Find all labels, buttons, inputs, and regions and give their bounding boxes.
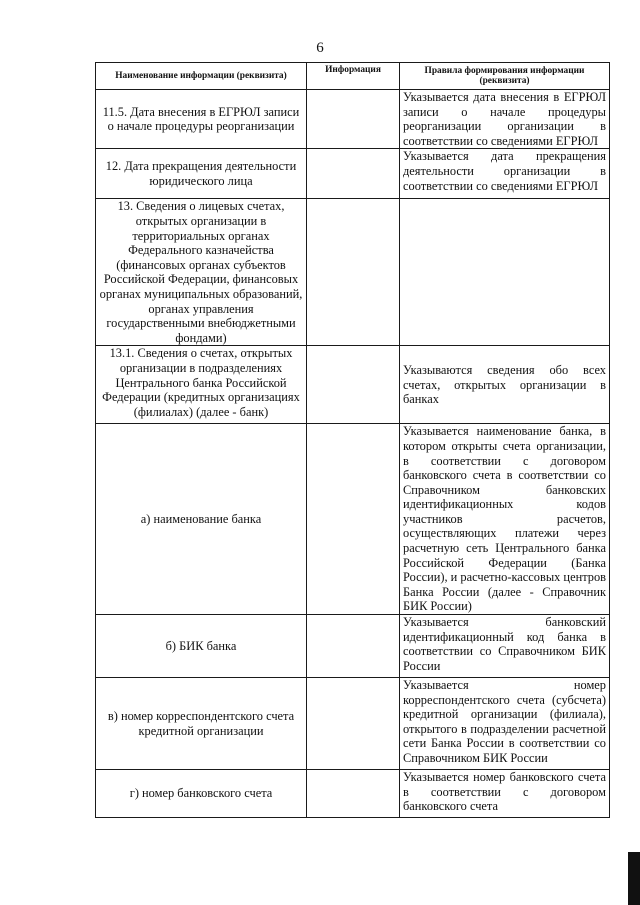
row-name-cell: в) номер корреспондентского счета кредитной организации [96,678,307,770]
row-rule-cell: Указывается дата внесения в ЕГРЮЛ записи о начале процедуры реорганизации организации в соответствии со сведениями ЕГРЮЛ [400,90,610,149]
table-row [96,346,610,424]
row-info-cell [307,90,400,149]
table-row [96,90,610,149]
table-row [96,424,610,615]
row-rule-cell: Указываются сведения обо всех счетах, открытых организации в банках [400,346,610,424]
row-info-cell [307,770,400,818]
header-rules: Правила формирования информации (реквизита) [400,63,610,90]
table-row [96,770,610,818]
row-info-cell [307,346,400,424]
table-row [96,199,610,346]
page-number: 6 [316,40,324,56]
row-info-cell [307,424,400,615]
scan-edge-shadow [628,852,640,905]
table-header-row [96,63,610,90]
row-info-cell [307,149,400,199]
row-name-cell: 11.5. Дата внесения в ЕГРЮЛ записи о начале процедуры реорганизации [96,90,307,149]
row-info-cell [307,615,400,678]
table-row [96,615,610,678]
header-name: Наименование информации (реквизита) [96,63,307,90]
row-rule-cell: Указывается номер банковского счета в соответствии с договором банковского счета [400,770,610,818]
row-rule-cell: Указывается дата прекращения деятельности организации в соответствии со сведениями ЕГРЮЛ [400,149,610,199]
row-name-cell: 13.1. Сведения о счетах, открытых организации в подразделениях Центрального банка Российской Федерации (кредитных организациях (филиалах) (далее - банк) [96,346,307,424]
row-info-cell [307,199,400,346]
requisites-table [95,62,610,818]
row-rule-cell: Указывается номер корреспондентского счета (субсчета) кредитной организации (филиала), открытого в подразделении расчетной сети Банка России в соответствии со Справочником БИК России [400,678,610,770]
row-rule-cell: Указывается наименование банка, в котором открыты счета организации, в соответствии с договором банковского счета в соответствии со Справочником банковских идентификационных кодов участников расчетов, осуществляющих платежи через расчетную сеть Центрального банка Российской Федерации (Банка России), и расчетно-кассовых центров Банка России (далее - Справочник БИК России) [400,424,610,615]
row-info-cell [307,678,400,770]
row-rule-cell [400,199,610,346]
row-name-cell: г) номер банковского счета [96,770,307,818]
row-name-cell: а) наименование банка [96,424,307,615]
header-info: Информация [307,63,400,90]
row-name-cell: б) БИК банка [96,615,307,678]
row-name-cell: 12. Дата прекращения деятельности юридического лица [96,149,307,199]
table-row [96,149,610,199]
row-name-cell: 13. Сведения о лицевых счетах, открытых организации в территориальных органах Федерального казначейства (финансовых органах субъектов Российской Федерации, финансовых органах муниципальных образований, органах управления государственными внебюджетными фондами) [96,199,307,346]
table-row [96,678,610,770]
row-rule-cell: Указывается банковский идентификационный код банка в соответствии со Справочником БИК России [400,615,610,678]
